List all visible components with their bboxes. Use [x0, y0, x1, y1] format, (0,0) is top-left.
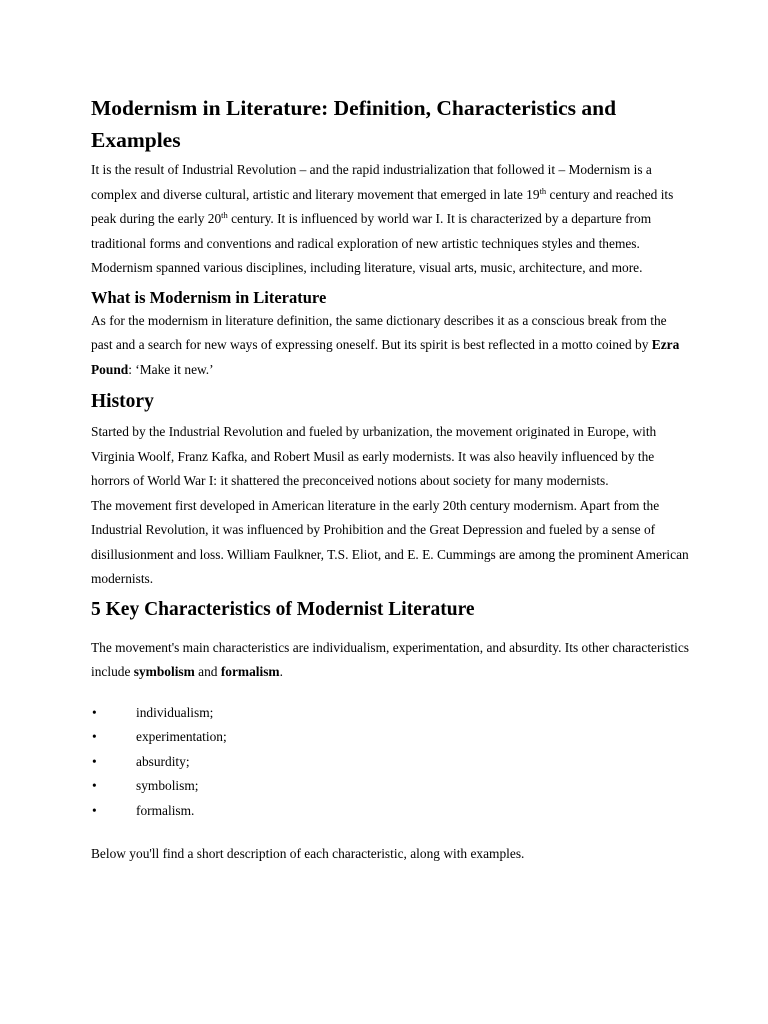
what-is-paragraph — [91, 309, 691, 383]
document-page — [91, 92, 691, 867]
characteristics-heading: 5 Key Characteristics of Modernist Literature — [91, 598, 475, 620]
list-item-label: individualism; — [136, 704, 214, 720]
closing-paragraph: Below you'll find a short description of each characteristic, along with examples. — [91, 846, 525, 861]
list-item — [91, 725, 691, 750]
bullet-icon: • — [92, 802, 97, 818]
list-item — [91, 799, 691, 824]
bullet-icon: • — [92, 753, 97, 769]
what-is-heading: What is Modernism in Literature — [91, 287, 327, 307]
bullet-icon: • — [92, 704, 97, 720]
intro-text-part-2: century and reached its peak during the early 20 — [91, 186, 674, 226]
history-heading: History — [91, 391, 154, 412]
intro-paragraph — [91, 158, 691, 281]
intro-superscript-1: th — [539, 185, 547, 196]
list-item-label: absurdity; — [136, 753, 190, 769]
formalism-term: formalism — [220, 664, 280, 679]
characteristics-list — [91, 701, 691, 824]
symbolism-term: symbolism — [133, 664, 195, 679]
what-is-text-end: : ‘Make it new.’ — [128, 361, 214, 377]
history-paragraph-2: The movement first developed in American literature in the early 20th century modernism. Apart from the Industrial Revolution, it was influenced by Prohibition and the Great Depression and fueled by a sense of disillusionment and loss. William Faulkner, T.S. Eliot, and E. E. Cummings are among the prominent American modernists. — [91, 497, 689, 586]
characteristics-intro-paragraph — [91, 636, 691, 685]
document-title: Modernism in Literature: Definition, Characteristics and Examples — [91, 96, 617, 152]
characteristics-intro-text: The movement's main characteristics are individualism, experimentation, and absurdity. Its other characteristics include — [91, 639, 689, 679]
intro-period: . — [279, 664, 283, 679]
history-paragraph-1: Started by the Industrial Revolution and fueled by urbanization, the movement originated in Europe, with Virginia Woolf, Franz Kafka, and Robert Musil as early modernists. It was also heavily influenced by the horrors of World War I: it shattered the preconceived notions about society for many modernists. — [91, 424, 657, 488]
list-item-label: symbolism; — [136, 778, 199, 793]
bullet-icon: • — [92, 729, 97, 744]
what-is-text: As for the modernism in literature definition, the same dictionary describes it as a conscious break from the past and a search for new ways of expressing oneself. But its spirit is best reflected in a motto coined by — [91, 312, 667, 352]
ezra-pound-name: Ezra Pound — [91, 337, 680, 377]
and-word: and — [194, 664, 221, 679]
list-item — [91, 750, 691, 775]
list-item-label: formalism. — [136, 802, 195, 818]
list-item — [91, 774, 691, 799]
intro-text-part-3: century. It is influenced by world war I. It is characterized by a departure from traditional forms and conventions and radical exploration of new artistic techniques styles and themes. Modernism spanned various disciplines, including literature, visual arts, music, architecture, and more. — [91, 211, 652, 275]
intro-superscript-2: th — [221, 210, 228, 220]
intro-text-part-1: It is the result of Industrial Revolution – and the rapid industrialization that followed it – Modernism is a complex and diverse cultural, artistic and literary movement that emerged in late 19 — [91, 162, 652, 202]
bullet-icon: • — [92, 778, 97, 793]
list-item-label: experimentation; — [136, 729, 227, 744]
list-item — [91, 701, 691, 726]
